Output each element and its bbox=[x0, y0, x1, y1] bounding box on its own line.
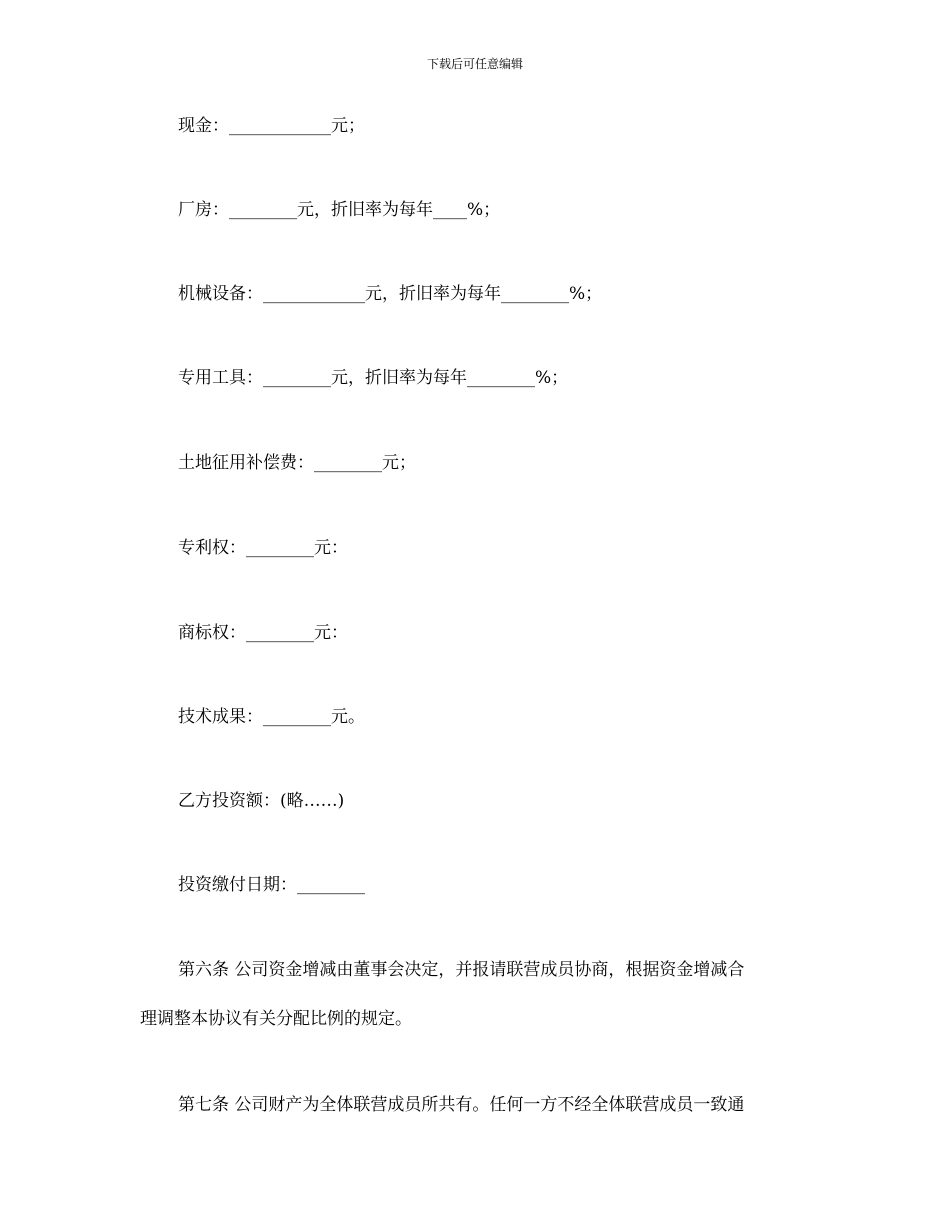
party-b-investment-line: 乙方投资额：(略……) bbox=[178, 791, 345, 811]
trademark-line: 商标权：________元： bbox=[178, 623, 348, 643]
page-header: 下载后可任意编辑 bbox=[426, 57, 523, 71]
special-tools-line: 专用工具：________元，折旧率为每年________%； bbox=[178, 368, 569, 388]
article-7-paragraph bbox=[140, 1093, 820, 1117]
factory-line: 厂房：________元，折旧率为每年____%； bbox=[178, 200, 501, 220]
cash-line: 现金：____________元； bbox=[178, 116, 365, 136]
article-7-line-1: 第七条 公司财产为全体联营成员所共有。任何一方不经全体联营成员一致通 bbox=[178, 1095, 745, 1115]
machinery-line: 机械设备：____________元，折旧率为每年________%； bbox=[178, 284, 603, 304]
technology-line: 技术成果：________元。 bbox=[178, 707, 365, 727]
land-compensation-line: 土地征用补偿费：________元； bbox=[178, 453, 416, 473]
patent-line: 专利权：________元： bbox=[178, 538, 348, 558]
article-6-line-1: 第六条 公司资金增减由董事会决定，并报请联营成员协商，根据资金增减合 bbox=[178, 960, 745, 980]
article-6-paragraph bbox=[140, 958, 820, 1031]
payment-date-line: 投资缴付日期：________ bbox=[178, 875, 365, 895]
article-6-line-2: 理调整本协议有关分配比例的规定。 bbox=[140, 1009, 412, 1029]
